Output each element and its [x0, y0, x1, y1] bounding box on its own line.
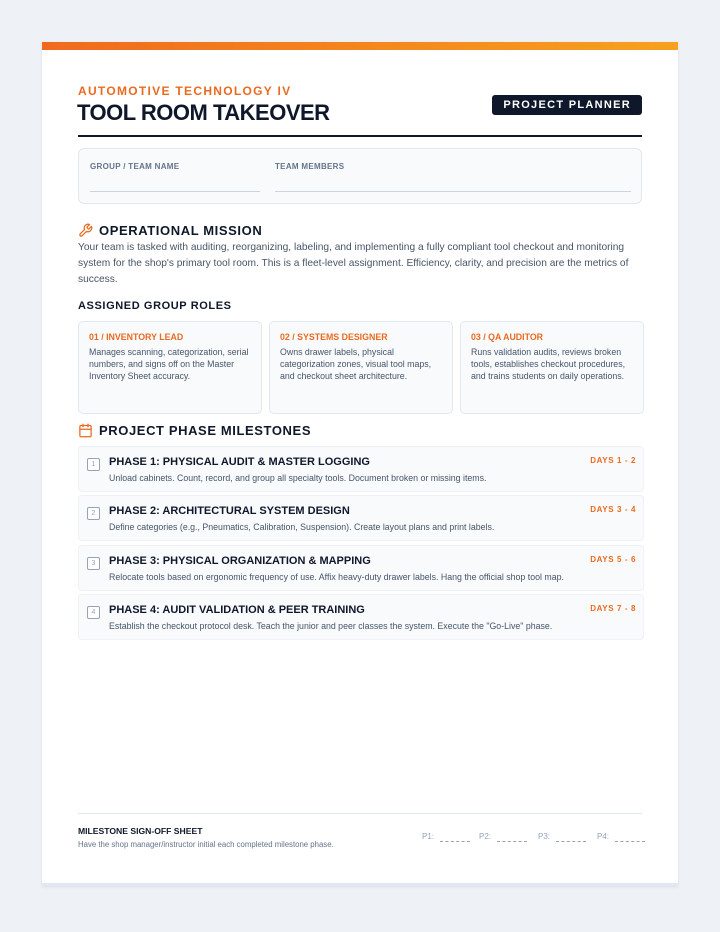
phase-description: Relocate tools based on ergonomic frequency of use. Affix heavy-duty drawer labels. Hang the official shop tool map. [109, 572, 564, 582]
calendar-icon [78, 423, 93, 438]
signoff-instructions: Have the shop manager/instructor initial each completed milestone phase. [78, 840, 334, 849]
milestones-heading-label: PROJECT PHASE MILESTONES [99, 423, 312, 438]
role-description: Manages scanning, categorization, serial numbers, and signs off on the Master Inventory Sheet accuracy. [89, 347, 249, 381]
phase-description: Establish the checkout protocol desk. Teach the junior and peer classes the system. Execute the "Go-Live" phase. [109, 621, 553, 631]
team-members-field[interactable] [275, 191, 631, 192]
role-description: Owns drawer labels, physical categorization zones, visual tool maps, and checkout sheet architecture. [280, 347, 432, 381]
signoff-line [497, 841, 527, 842]
signoff-label: P3: [538, 832, 551, 841]
role-title: 02 / SYSTEMS DESIGNER [280, 332, 388, 342]
mission-heading [78, 223, 262, 238]
role-title: 01 / INVENTORY LEAD [89, 332, 184, 342]
milestone-phase-4 [78, 594, 644, 640]
course-kicker: AUTOMOTIVE TECHNOLOGY IV [78, 84, 292, 98]
document-page [42, 42, 678, 886]
role-card-systems-designer [269, 321, 453, 414]
phase-days: DAYS 7 - 8 [590, 604, 636, 613]
title-divider [78, 135, 642, 137]
footer-divider [78, 813, 642, 814]
roles-heading: ASSIGNED GROUP ROLES [78, 300, 232, 312]
signoff-label: P2: [479, 832, 492, 841]
signoff-field-p4[interactable] [597, 832, 645, 842]
accent-top-bar [42, 42, 678, 50]
mission-body: Your team is tasked with auditing, reorganizing, labeling, and implementing a fully compliant tool checkout and monitoring system for the shop's primary tool room. This is a fleet-level assignment. Efficiency, clarity, and precision are the metrics of success. [78, 242, 629, 285]
phase-days: DAYS 1 - 2 [590, 456, 636, 465]
group-name-field[interactable] [90, 191, 260, 192]
bottom-edge [42, 883, 678, 886]
phase-number: 3 [87, 557, 100, 570]
group-name-label: GROUP / TEAM NAME [90, 162, 180, 171]
phase-description: Unload cabinets. Count, record, and group all specialty tools. Document broken or missing items. [109, 473, 487, 483]
phase-days: DAYS 5 - 6 [590, 555, 636, 564]
phase-number: 1 [87, 458, 100, 471]
signoff-label: P4: [597, 832, 610, 841]
signoff-label: P1: [422, 832, 435, 841]
document-title: TOOL ROOM TAKEOVER [77, 100, 330, 125]
milestones-heading [78, 423, 311, 438]
role-title: 03 / QA AUDITOR [471, 332, 544, 342]
signoff-field-p1[interactable] [422, 832, 470, 842]
team-members-label: TEAM MEMBERS [275, 162, 345, 171]
milestone-phase-1 [78, 446, 644, 492]
signoff-line [556, 841, 586, 842]
milestone-phase-3 [78, 545, 644, 591]
signoff-title: MILESTONE SIGN-OFF SHEET [78, 826, 203, 836]
team-info-box [78, 148, 642, 204]
phase-description: Define categories (e.g., Pneumatics, Calibration, Suspension). Create layout plans and print labels. [109, 522, 495, 532]
phase-days: DAYS 3 - 4 [590, 505, 636, 514]
phase-number: 4 [87, 606, 100, 619]
phase-number: 2 [87, 507, 100, 520]
phase-title: PHASE 4: AUDIT VALIDATION & PEER TRAINING [109, 604, 365, 616]
mission-heading-label: OPERATIONAL MISSION [99, 223, 263, 238]
phase-title: PHASE 1: PHYSICAL AUDIT & MASTER LOGGING [109, 456, 370, 468]
role-description: Runs validation audits, reviews broken tools, establishes checkout procedures, and trains students on daily operations. [471, 347, 626, 381]
phase-title: PHASE 2: ARCHITECTURAL SYSTEM DESIGN [109, 505, 350, 517]
signoff-line [615, 841, 645, 842]
wrench-icon [78, 223, 93, 238]
phase-title: PHASE 3: PHYSICAL ORGANIZATION & MAPPING [109, 555, 371, 567]
role-card-inventory-lead [78, 321, 262, 414]
role-card-qa-auditor [460, 321, 644, 414]
signoff-field-p3[interactable] [538, 832, 586, 842]
signoff-field-p2[interactable] [479, 832, 527, 842]
project-planner-badge: PROJECT PLANNER [492, 95, 642, 115]
signoff-line [440, 841, 470, 842]
milestone-phase-2 [78, 495, 644, 541]
